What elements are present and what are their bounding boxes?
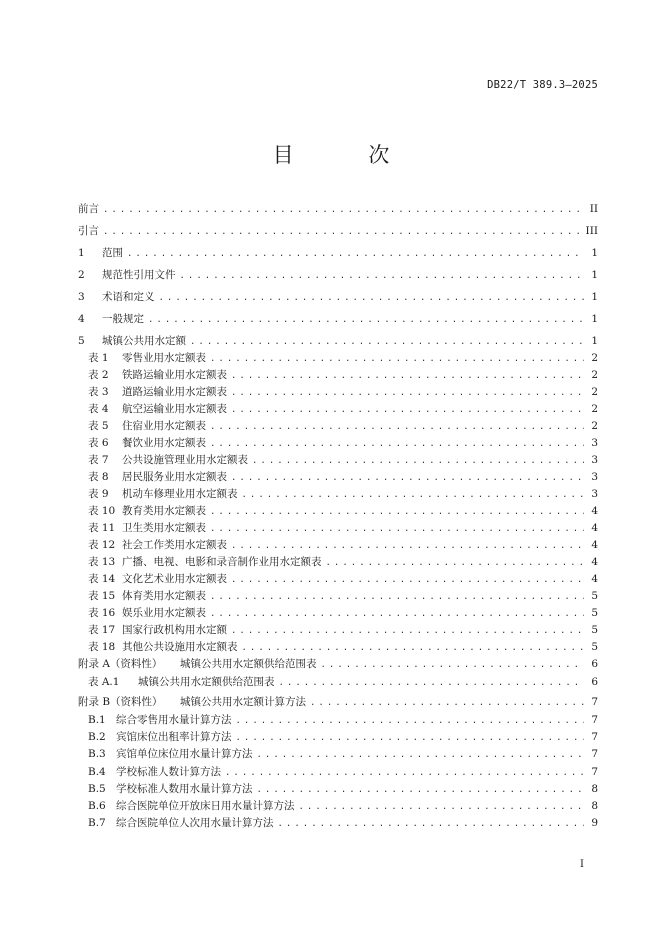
toc-entry-title: 公共设施管理业用水定额表 — [122, 454, 248, 466]
toc-dot-leader — [210, 606, 584, 622]
toc-dot-leader — [236, 713, 585, 729]
toc-entry-page: 6 — [591, 658, 598, 670]
toc-dot-leader — [103, 202, 584, 218]
toc-entry-title: 机动车修理业用水定额表 — [122, 488, 238, 500]
toc-entry[interactable] — [88, 418, 598, 434]
toc-entry[interactable] — [88, 520, 598, 536]
toc-dot-leader — [236, 730, 585, 746]
toc-dot-leader — [231, 538, 584, 554]
toc-entry-number: 表 10 — [88, 505, 116, 517]
toc-entry-number: 表 11 — [88, 522, 116, 534]
toc-entry-page: 7 — [591, 714, 598, 726]
toc-entry-number: 附录 B（资料性） — [78, 696, 163, 708]
toc-entry-page: 4 — [591, 556, 598, 568]
toc-dot-leader — [231, 385, 584, 401]
page-number: I — [580, 859, 584, 870]
toc-entry-page: 3 — [591, 471, 598, 483]
toc-entry[interactable] — [78, 333, 598, 349]
toc-entry-number: B.3 — [88, 748, 106, 761]
toc-entry-page: 2 — [591, 420, 598, 432]
toc-entry-page: 4 — [591, 573, 598, 585]
toc-entry-page: 4 — [591, 505, 598, 517]
toc-entry-page: 4 — [591, 522, 598, 534]
toc-dot-leader — [231, 572, 584, 588]
toc-entry[interactable] — [88, 639, 598, 655]
toc-dot-leader — [127, 246, 584, 262]
toc-entry-page: 2 — [591, 386, 598, 398]
toc-entry-title: 其他公共设施用水定额表 — [122, 641, 238, 653]
toc-entry[interactable] — [88, 503, 598, 519]
toc-entry[interactable] — [78, 656, 598, 672]
toc-entry[interactable] — [88, 486, 598, 502]
toc-dot-leader — [252, 453, 584, 469]
document-code: DB22/T 389.3—2025 — [487, 79, 598, 91]
toc-dot-leader — [279, 675, 585, 691]
toc-entry-page: 1 — [591, 247, 598, 259]
toc-entry-number: B.2 — [88, 731, 106, 744]
toc-entry-page: 9 — [591, 817, 598, 830]
toc-entry[interactable] — [88, 746, 598, 762]
toc-dot-leader — [326, 555, 585, 571]
toc-entry-number: 表 A.1 — [88, 676, 120, 688]
toc-entry-page: 7 — [591, 748, 598, 761]
toc-entry-page: 8 — [591, 800, 598, 812]
toc-entry-title: 社会工作类用水定额表 — [122, 539, 227, 551]
toc-entry-page: 2 — [591, 403, 598, 415]
toc-entry-number: 表 13 — [88, 556, 116, 568]
toc-entry-page: 1 — [591, 335, 598, 347]
toc-dot-leader — [257, 782, 585, 798]
toc-entry-title: 宾馆单位床位用水量计算方法 — [116, 748, 253, 761]
toc-entry-page: 7 — [591, 696, 598, 708]
toc-dot-leader — [231, 402, 584, 418]
toc-entry-number: 表 6 — [88, 437, 109, 449]
toc-entry[interactable] — [88, 729, 598, 745]
toc-dot-leader — [210, 351, 584, 367]
toc-dot-leader — [231, 368, 584, 384]
toc-entry-number: 表 5 — [88, 420, 109, 432]
toc-entry-page: 2 — [591, 369, 598, 381]
toc-dot-leader — [278, 816, 585, 832]
toc-entry-page: 6 — [591, 676, 598, 688]
toc-entry-number: B.5 — [88, 782, 106, 795]
toc-entry-title: 宾馆床位出租率计算方法 — [116, 731, 232, 744]
toc-dot-leader — [299, 799, 585, 815]
toc-entry[interactable] — [88, 764, 598, 780]
toc-entry-page: 5 — [591, 641, 598, 653]
toc-entry-number: 表 14 — [88, 573, 116, 585]
toc-entry-number: 1 — [78, 247, 85, 259]
toc-entry[interactable] — [78, 223, 598, 239]
toc-entry-title: 术语和定义 — [102, 291, 155, 303]
toc-entry[interactable] — [88, 588, 598, 604]
toc-entry[interactable] — [88, 554, 598, 570]
toc-entry-page: 1 — [591, 313, 598, 325]
toc-entry-page: II — [589, 203, 598, 215]
toc-entry-number: 表 1 — [88, 352, 109, 364]
toc-entry[interactable] — [88, 798, 598, 814]
toc-entry-title: 铁路运输业用水定额表 — [122, 369, 227, 381]
toc-entry-number: 表 16 — [88, 607, 116, 619]
toc-entry-title: 范围 — [102, 247, 123, 259]
toc-dot-leader — [310, 695, 584, 711]
toc-entry-number: 表 12 — [88, 539, 116, 551]
toc-entry-title: 体育类用水定额表 — [122, 590, 206, 602]
toc-dot-leader — [210, 504, 584, 520]
toc-entry-page: 3 — [591, 437, 598, 449]
toc-entry-number: 表 2 — [88, 369, 109, 381]
toc-entry-title: 教育类用水定额表 — [122, 505, 206, 517]
toc-entry[interactable] — [78, 289, 598, 305]
toc-entry[interactable] — [88, 350, 598, 366]
toc-entry[interactable] — [88, 781, 598, 797]
toc-dot-leader — [103, 224, 582, 240]
toc-entry-title: 住宿业用水定额表 — [122, 420, 206, 432]
toc-dot-leader — [242, 640, 585, 656]
toc-entry-page: 7 — [591, 765, 598, 778]
toc-entry-title: 引言 — [78, 225, 99, 237]
toc-dot-leader — [257, 747, 585, 763]
toc-entry[interactable] — [88, 469, 598, 485]
toc-entry-title: 居民服务业用水定额表 — [122, 471, 227, 483]
toc-dot-leader — [231, 470, 584, 486]
page-title: 目 次 — [272, 143, 424, 167]
toc-entry[interactable] — [88, 571, 598, 587]
toc-dot-leader — [242, 487, 585, 503]
toc-entry-title: 卫生类用水定额表 — [122, 522, 206, 534]
toc-entry-page: 2 — [591, 352, 598, 364]
toc-entry-title: 前言 — [78, 203, 99, 215]
toc-dot-leader — [190, 334, 584, 350]
toc-entry-number: 表 7 — [88, 454, 109, 466]
toc-entry-number: 表 9 — [88, 488, 109, 500]
toc-entry-page: 3 — [591, 488, 598, 500]
toc-entry[interactable] — [78, 245, 598, 261]
toc-entry[interactable] — [88, 622, 598, 638]
toc-entry[interactable] — [88, 537, 598, 553]
toc-entry-number: 表 18 — [88, 641, 116, 653]
toc-entry-title: 广播、电视、电影和录音制作业用水定额表 — [122, 556, 322, 568]
toc-entry-number: 表 15 — [88, 590, 116, 602]
toc-entry-title: 零售业用水定额表 — [122, 352, 206, 364]
toc-entry[interactable] — [88, 674, 598, 690]
toc-dot-leader — [231, 623, 584, 639]
toc-entry-number: 3 — [78, 291, 85, 303]
toc-entry-number: 附录 A（资料性） — [78, 658, 163, 670]
toc-entry-title: 学校标准人数计算方法 — [116, 765, 221, 778]
toc-entry-number: 2 — [78, 269, 85, 281]
toc-dot-leader — [210, 436, 584, 452]
toc-entry-title: 城镇公共用水定额供给范围表 — [180, 658, 317, 670]
toc-dot-leader — [210, 589, 584, 605]
toc-dot-leader — [159, 290, 585, 306]
toc-dot-leader — [210, 419, 584, 435]
toc-entry-page: 5 — [591, 624, 598, 636]
toc-entry-number: 表 17 — [88, 624, 116, 636]
toc-dot-leader — [321, 657, 585, 673]
toc-entry[interactable] — [88, 712, 598, 728]
toc-entry-number: B.1 — [88, 714, 106, 726]
toc-entry[interactable] — [88, 367, 598, 383]
toc-entry-number: 表 4 — [88, 403, 109, 415]
toc-entry[interactable] — [88, 605, 598, 621]
toc-entry-number: 5 — [78, 335, 85, 347]
toc-dot-leader — [180, 268, 585, 284]
toc-entry[interactable] — [88, 435, 598, 451]
toc-entry[interactable] — [88, 384, 598, 400]
toc-entry-title: 综合医院单位开放床日用水量计算方法 — [116, 800, 295, 812]
toc-entry-title: 餐饮业用水定额表 — [122, 437, 206, 449]
toc-entry-page: 1 — [591, 269, 598, 281]
toc-entry-page: 3 — [591, 454, 598, 466]
toc-dot-leader — [225, 765, 584, 781]
toc-entry[interactable] — [88, 815, 598, 831]
toc-entry[interactable] — [88, 452, 598, 468]
toc-entry[interactable] — [88, 401, 598, 417]
toc-dot-leader — [210, 521, 584, 537]
toc-entry-number: 表 8 — [88, 471, 109, 483]
toc-entry-title: 综合零售用水量计算方法 — [116, 714, 232, 726]
toc-entry-number: B.7 — [88, 817, 106, 830]
toc-entry-page: 4 — [591, 539, 598, 551]
toc-entry-page: III — [585, 225, 598, 237]
toc-entry-number: B.4 — [88, 765, 106, 778]
toc-entry-title: 城镇公共用水定额 — [102, 335, 186, 347]
toc-entry-title: 道路运输业用水定额表 — [122, 386, 227, 398]
toc-dot-leader — [148, 312, 584, 328]
toc-entry[interactable] — [78, 694, 598, 710]
toc-entry-page: 5 — [591, 607, 598, 619]
toc-entry-page: 7 — [591, 731, 598, 744]
toc-entry-title: 航空运输业用水定额表 — [122, 403, 227, 415]
toc-entry-title: 综合医院单位人次用水量计算方法 — [116, 817, 274, 830]
toc-entry-number: B.6 — [88, 800, 106, 812]
toc-entry[interactable] — [78, 311, 598, 327]
toc-entry-page: 8 — [591, 782, 598, 795]
toc-entry-number: 表 3 — [88, 386, 109, 398]
toc-entry-title: 文化艺术业用水定额表 — [122, 573, 227, 585]
toc-entry-page: 5 — [591, 590, 598, 602]
toc-entry-title: 娱乐业用水定额表 — [122, 607, 206, 619]
toc-entry-title: 一般规定 — [102, 313, 144, 325]
toc-entry-title: 城镇公共用水定额计算方法 — [180, 696, 306, 708]
toc-entry-page: 1 — [591, 291, 598, 303]
toc-entry-title: 城镇公共用水定额供给范围表 — [138, 676, 275, 688]
toc-entry[interactable] — [78, 267, 598, 283]
toc-entry-title: 国家行政机构用水定额 — [122, 624, 227, 636]
toc-entry[interactable] — [78, 201, 598, 217]
toc-entry-title: 规范性引用文件 — [102, 269, 176, 281]
toc-entry-number: 4 — [78, 313, 85, 325]
toc-entry-title: 学校标准人数用水量计算方法 — [116, 782, 253, 795]
